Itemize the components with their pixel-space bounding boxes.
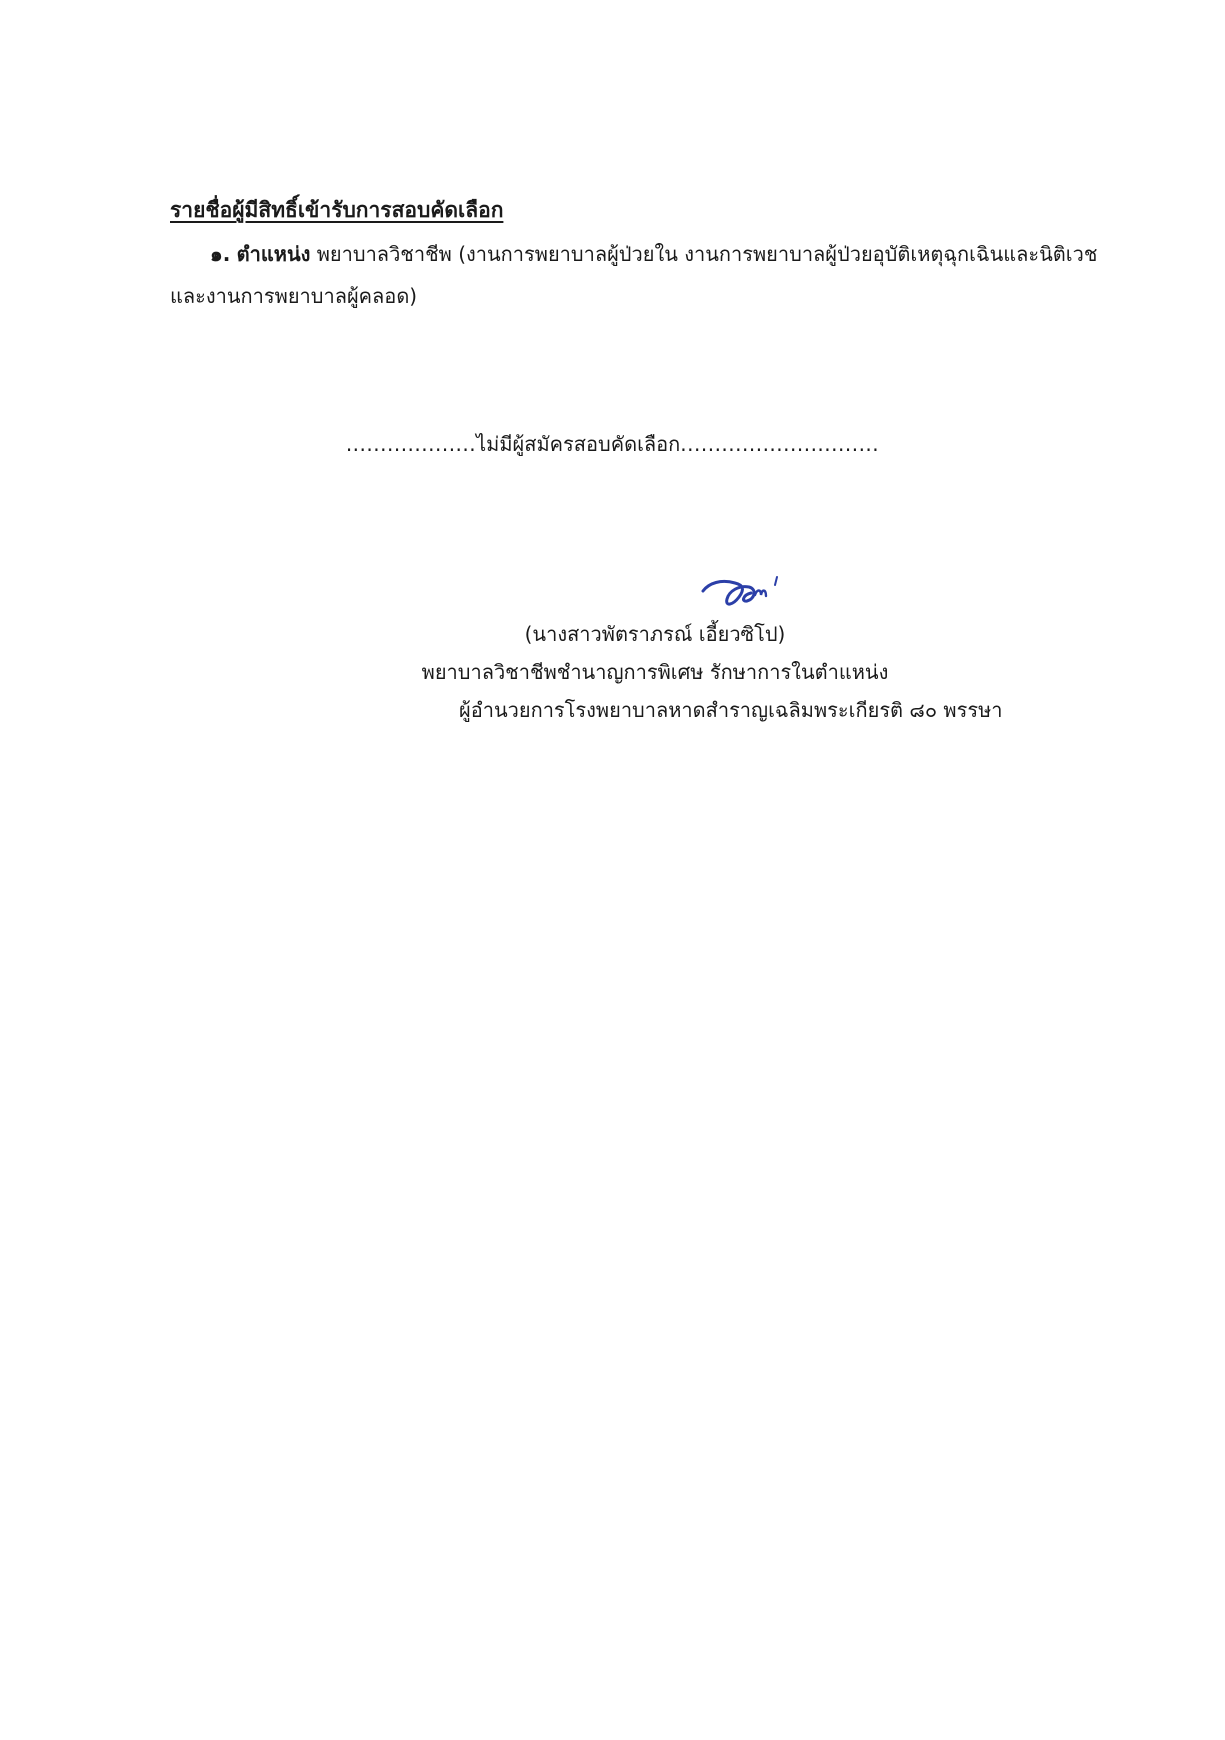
- item-text-line1: พยาบาลวิชาชีพ (งานการพยาบาลผู้ป่วยใน งานการพยาบาลผู้ป่วยอุบัติเหตุฉุกเฉินและนิติเวช: [316, 242, 1098, 266]
- item-label: ตำแหน่ง: [236, 242, 311, 266]
- notice-trailing-dots: .............................: [680, 432, 880, 456]
- item-text-line2: และงานการพยาบาลผู้คลอด): [170, 284, 418, 308]
- notice-text: ไม่มีผู้สมัครสอบคัดเลือก: [476, 432, 681, 456]
- position-item: [210, 238, 1097, 270]
- notice-leading-dots: ...................: [345, 432, 477, 456]
- item-number: ๑.: [210, 242, 231, 266]
- signatory-title-line1: พยาบาลวิชาชีพชำนาญการพิเศษ รักษาการในตำแหน่ง: [421, 660, 889, 684]
- signatory-title-line2: ผู้อำนวยการโรงพยาบาลหาดสำราญเฉลิมพระเกียรติ ๘๐ พรรษา: [459, 698, 1003, 722]
- signatory-name: (นางสาวพัตราภรณ์ เอี้ยวซิโป): [524, 622, 786, 646]
- handwritten-signature: [695, 565, 815, 615]
- no-applicants-notice: [0, 428, 1225, 460]
- document-heading: รายชื่อผู้มีสิทธิ์เข้ารับการสอบคัดเลือก: [170, 198, 504, 222]
